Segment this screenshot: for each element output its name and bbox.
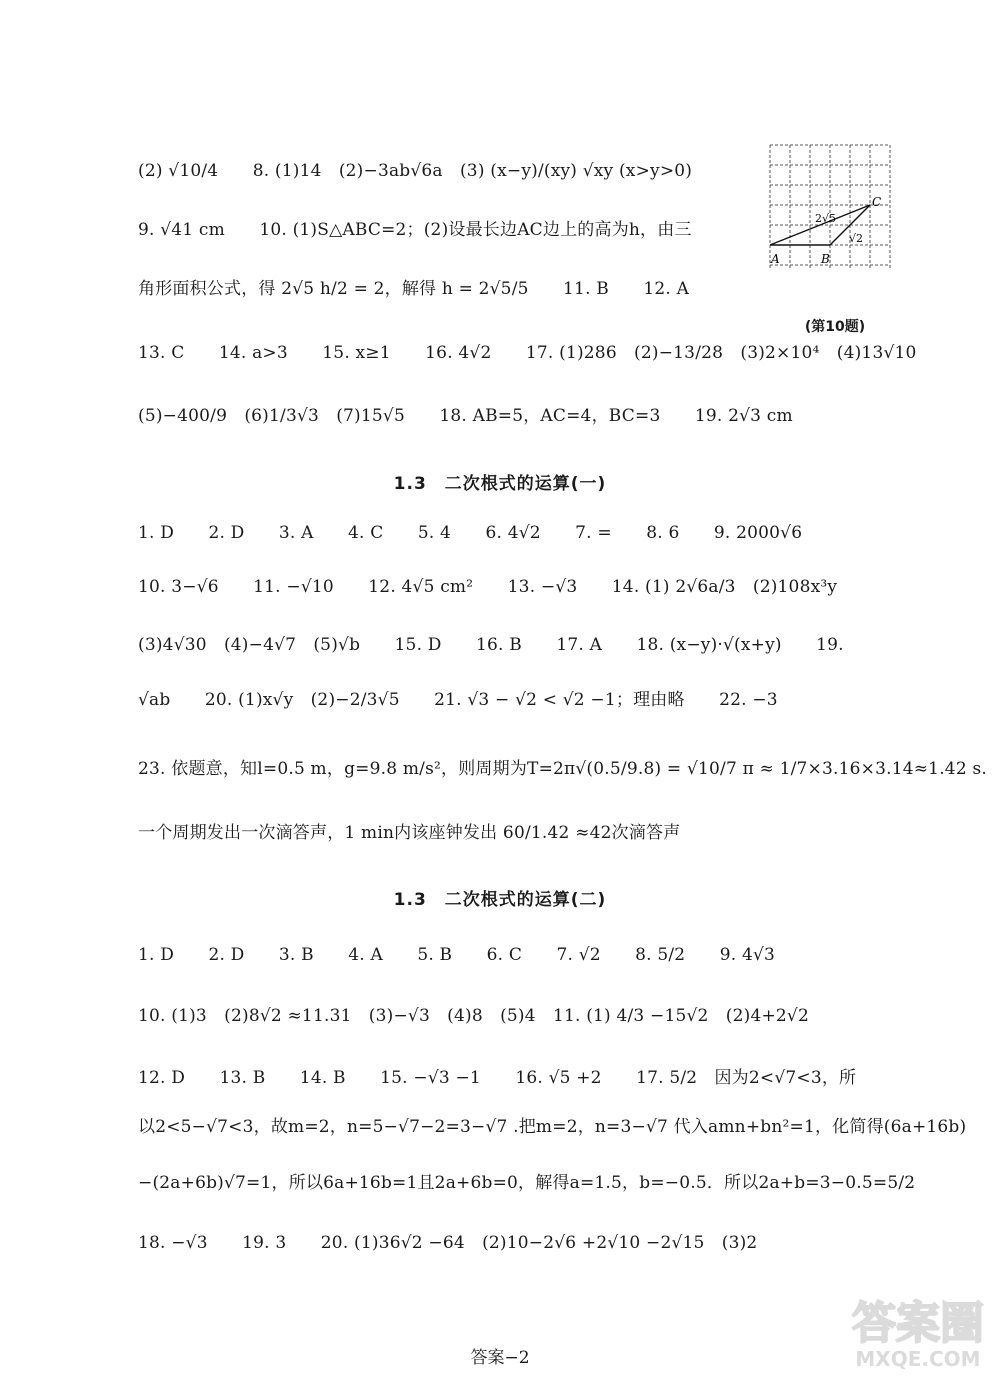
grid-figure: [765, 140, 905, 340]
watermark-logo: 答案圈: [852, 1298, 984, 1349]
label-C: C: [872, 195, 882, 209]
answer-line: 角形面积公式，得 2√5 h/2 = 2，解得 h = 2√5/5 11. B 12. A: [138, 278, 690, 299]
page-number: 答案−2: [470, 1348, 530, 1368]
answer-line: 10. (1)3 (2)8√2 ≈11.31 (3)−√3 (4)8 (5)4 11. (1) 4/3 −15√2 (2)4+2√2: [138, 1005, 809, 1026]
answer-line: −(2a+6b)√7=1，所以6a+16b=1且2a+6b=0，解得a=1.5，b=−0.5．所以2a+b=3−0.5=5/2: [138, 1172, 916, 1193]
label-A: A: [771, 252, 780, 266]
figure-caption: (第10题): [804, 319, 866, 335]
answer-line: 以2<5−√7<3，故m=2，n=5−√7−2=3−√7 .把m=2，n=3−√7 代入amn+bn²=1，化简得(6a+16b): [138, 1116, 967, 1137]
answer-line: 23. 依题意，知l=0.5 m，g=9.8 m/s²，则周期为T=2π√(0.5/9.8) = √10/7 π ≈ 1/7×3.16×3.14≈1.42 s.: [138, 758, 987, 779]
answer-line: 18. −√3 19. 3 20. (1)36√2 −64 (2)10−2√6 +2√10 −2√15 (3)2: [138, 1232, 758, 1253]
grid-diagram: [765, 140, 905, 310]
watermark: [838, 1285, 998, 1375]
answer-line: (5)−400/9 (6)1/3√3 (7)15√5 18. AB=5，AC=4，BC=3 19. 2√3 cm: [138, 405, 793, 426]
answer-line: 9. √41 cm 10. (1)S△ABC=2；(2)设最长边AC边上的高为h，由三: [138, 219, 692, 240]
answer-line: 1. D 2. D 3. A 4. C 5. 4 6. 4√2 7. = 8. 6 9. 2000√6: [138, 522, 803, 543]
watermark-url: MXQE.COM: [855, 1347, 981, 1371]
section-title: 1.3 二次根式的运算(二): [393, 890, 607, 910]
answer-line: 12. D 13. B 14. B 15. −√3 −1 16. √5 +2 17. 5/2 因为2<√7<3，所: [138, 1067, 857, 1088]
label-B: B: [821, 252, 830, 266]
label-2root5: 2√5: [815, 212, 837, 225]
answer-line: 一个周期发出一次滴答声，1 min内该座钟发出 60/1.42 ≈42次滴答声: [138, 822, 681, 843]
answer-line: 1. D 2. D 3. B 4. A 5. B 6. C 7. √2 8. 5/2 9. 4√3: [138, 944, 776, 965]
answer-line: (2) √10/4 8. (1)14 (2)−3ab√6a (3) (x−y)/(xy) √xy (x>y>0): [138, 160, 693, 181]
section-title: 1.3 二次根式的运算(一): [393, 474, 607, 494]
label-root2: √2: [849, 232, 864, 245]
answer-line: 13. C 14. a>3 15. x≥1 16. 4√2 17. (1)286 (2)−13/28 (3)2×10⁴ (4)13√10: [138, 342, 917, 363]
answer-line: 10. 3−√6 11. −√10 12. 4√5 cm² 13. −√3 14. (1) 2√6a/3 (2)108x³y: [138, 576, 838, 597]
answer-line: (3)4√30 (4)−4√7 (5)√b 15. D 16. B 17. A 18. (x−y)·√(x+y) 19.: [138, 634, 844, 655]
answer-line: √ab 20. (1)x√y (2)−2/3√5 21. √3 − √2 < √2 −1；理由略 22. −3: [138, 689, 778, 710]
